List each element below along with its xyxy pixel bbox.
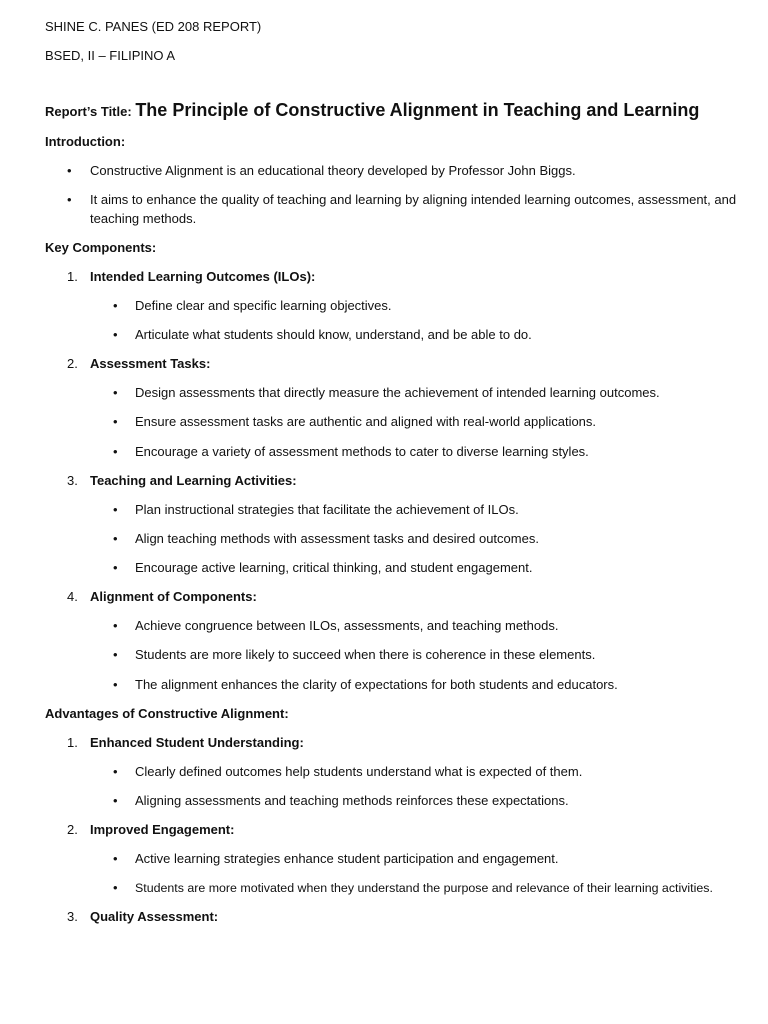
bullet-icon: • — [113, 647, 118, 662]
advantages-heading: Advantages of Constructive Alignment: — [45, 706, 289, 721]
report-title-label: Report’s Title: — [45, 104, 132, 119]
list-item: Achieve congruence between ILOs, assessments, and teaching methods. — [135, 618, 559, 633]
bullet-icon: • — [113, 880, 118, 895]
advantage-title-engagement: Improved Engagement: — [90, 822, 235, 837]
bullet-icon: • — [113, 677, 118, 692]
bullet-icon: • — [113, 444, 118, 459]
bullet-icon: • — [113, 560, 118, 575]
list-number: 3. — [67, 473, 78, 488]
list-item: Students are more likely to succeed when there is coherence in these elements. — [135, 647, 596, 662]
list-item: Ensure assessment tasks are authentic and aligned with real-world applications. — [135, 414, 597, 429]
bullet-icon: • — [113, 414, 118, 429]
intro-bullet-1: Constructive Alignment is an educational theory developed by Professor John Biggs. — [90, 163, 576, 178]
bullet-icon: • — [113, 385, 118, 400]
list-item: Clearly defined outcomes help students understand what is expected of them. — [135, 764, 583, 779]
list-item: Aligning assessments and teaching methods reinforces these expectations. — [135, 793, 569, 808]
bullet-icon: • — [113, 502, 118, 517]
list-item: Active learning strategies enhance student participation and engagement. — [135, 851, 559, 866]
key-components-heading: Key Components: — [45, 240, 157, 255]
list-number: 2. — [67, 356, 78, 371]
list-item: Align teaching methods with assessment tasks and desired outcomes. — [135, 531, 539, 546]
bullet-icon: • — [113, 531, 118, 546]
component-title-alignment: Alignment of Components: — [90, 589, 257, 604]
bullet-icon: • — [113, 793, 118, 808]
author-line: SHINE C. PANES (ED 208 REPORT) — [45, 19, 262, 34]
advantage-title-understanding: Enhanced Student Understanding: — [90, 735, 304, 750]
advantage-title-quality: Quality Assessment: — [90, 909, 219, 924]
component-title-ilos: Intended Learning Outcomes (ILOs): — [90, 269, 316, 284]
bullet-icon: • — [113, 298, 118, 313]
list-number: 2. — [67, 822, 78, 837]
section-line: BSED, II – FILIPINO A — [45, 48, 176, 63]
list-number: 4. — [67, 589, 78, 604]
bullet-icon: • — [67, 192, 72, 207]
report-title — [45, 98, 699, 124]
list-number: 3. — [67, 909, 78, 924]
list-item: Articulate what students should know, understand, and be able to do. — [135, 327, 532, 342]
report-title-text: The Principle of Constructive Alignment in Teaching and Learning — [135, 100, 700, 120]
list-number: 1. — [67, 735, 78, 750]
bullet-icon: • — [113, 327, 118, 342]
list-item: Plan instructional strategies that facilitate the achievement of ILOs. — [135, 502, 519, 517]
list-item: Encourage a variety of assessment methods to cater to diverse learning styles. — [135, 444, 589, 459]
component-title-activities: Teaching and Learning Activities: — [90, 473, 297, 488]
bullet-icon: • — [113, 618, 118, 633]
introduction-heading: Introduction: — [45, 134, 126, 149]
bullet-icon: • — [67, 163, 72, 178]
bullet-icon: • — [113, 851, 118, 866]
component-title-assessment: Assessment Tasks: — [90, 356, 211, 371]
list-item: Define clear and specific learning objectives. — [135, 298, 392, 313]
list-item: Students are more motivated when they understand the purpose and relevance of their learning activities. — [135, 881, 713, 895]
intro-bullet-2: It aims to enhance the quality of teaching and learning by aligning intended learning outcomes, assessment, and — [90, 192, 737, 207]
list-item: Design assessments that directly measure the achievement of intended learning outcomes. — [135, 385, 660, 400]
bullet-icon: • — [113, 764, 118, 779]
list-item: The alignment enhances the clarity of expectations for both students and educators. — [135, 677, 618, 692]
list-item: Encourage active learning, critical thinking, and student engagement. — [135, 560, 533, 575]
list-number: 1. — [67, 269, 78, 284]
intro-bullet-2-cont: teaching methods. — [90, 211, 197, 226]
